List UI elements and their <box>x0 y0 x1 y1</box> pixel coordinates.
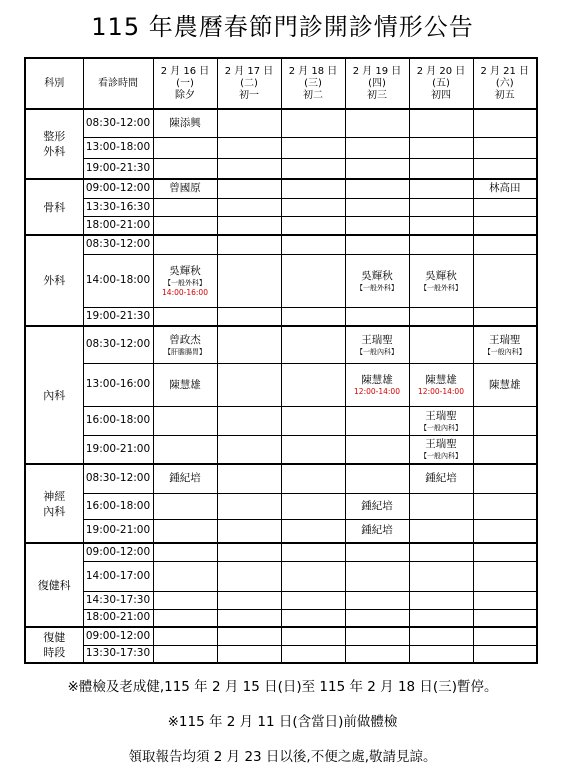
empty-cell <box>345 198 409 216</box>
empty-cell <box>281 645 345 663</box>
empty-cell <box>153 406 217 435</box>
empty-cell <box>473 235 537 254</box>
empty-cell <box>473 406 537 435</box>
empty-cell <box>345 406 409 435</box>
footer-note-exam-pause: ※體檢及老成健,115 年 2 月 15 日(日)至 115 年 2 月 18 日(三)暫停。 <box>67 679 498 695</box>
empty-cell <box>217 179 281 198</box>
time-cell: 13:00-18:00 <box>83 137 153 158</box>
empty-cell <box>473 591 537 609</box>
empty-cell <box>217 493 281 519</box>
empty-cell <box>345 645 409 663</box>
day-note: 除夕 <box>175 89 195 101</box>
empty-cell <box>153 561 217 591</box>
empty-cell <box>217 198 281 216</box>
empty-cell <box>409 645 473 663</box>
time-cell: 14:00-17:00 <box>83 561 153 591</box>
cell-text: 陳慧雄 <box>361 373 393 386</box>
day-note: 初三 <box>367 89 387 101</box>
table-row <box>25 591 537 609</box>
cell-text: 【一般內科】 <box>356 347 398 356</box>
day-weekday: (一) <box>176 77 194 89</box>
empty-cell <box>473 543 537 561</box>
cell-text: 【一般內科】 <box>483 347 526 356</box>
header-row <box>25 58 537 109</box>
empty-cell <box>473 137 537 158</box>
empty-cell <box>217 326 281 363</box>
empty-cell <box>345 609 409 627</box>
empty-cell <box>153 216 217 235</box>
empty-cell <box>281 363 345 406</box>
cell-text: 吳輝秋 <box>169 264 201 277</box>
time-cell: 08:30-12:00 <box>83 109 153 137</box>
time-cell: 08:30-12:00 <box>83 235 153 254</box>
table-row <box>25 254 537 307</box>
empty-cell <box>473 627 537 645</box>
doctor-cell: 曾國原 <box>153 179 217 198</box>
time-cell: 18:00-21:00 <box>83 609 153 627</box>
cell-text: 【肝膽腸胃】 <box>164 347 206 356</box>
day-date: 2 月 19 日 <box>352 65 402 77</box>
doctor-cell <box>153 326 217 363</box>
empty-cell <box>153 609 217 627</box>
empty-cell <box>473 307 537 326</box>
time-cell: 08:30-12:00 <box>83 464 153 493</box>
empty-cell <box>345 158 409 179</box>
time-cell: 13:30-16:30 <box>83 198 153 216</box>
empty-cell <box>345 216 409 235</box>
day-date: 2 月 18 日 <box>288 65 338 77</box>
doctor-cell <box>409 435 473 464</box>
empty-cell <box>153 627 217 645</box>
time-cell: 19:00-21:00 <box>83 519 153 543</box>
empty-cell <box>281 235 345 254</box>
time-cell: 13:30-17:30 <box>83 645 153 663</box>
empty-cell <box>281 435 345 464</box>
dept-cell <box>25 464 83 543</box>
cell-text: 王瑞聖 <box>361 333 393 346</box>
time-cell: 19:00-21:30 <box>83 307 153 326</box>
cell-text: 【一般內科】 <box>420 423 462 432</box>
day-note: 初五 <box>494 89 515 101</box>
dept-cell <box>25 627 83 663</box>
day-note: 初一 <box>239 89 259 101</box>
table-row <box>25 363 537 406</box>
table-row <box>25 307 537 326</box>
doctor-cell: 林高田 <box>473 179 537 198</box>
table-row <box>25 109 537 137</box>
empty-cell <box>409 519 473 543</box>
empty-cell <box>153 137 217 158</box>
cell-text: 12:00-14:00 <box>418 386 464 396</box>
empty-cell <box>409 627 473 645</box>
cell-text: 【一般外科】 <box>420 283 462 292</box>
empty-cell <box>281 326 345 363</box>
cell-text: 陳慧雄 <box>489 378 521 391</box>
empty-cell <box>345 307 409 326</box>
empty-cell <box>281 609 345 627</box>
doctor-cell: 鍾紀培 <box>345 493 409 519</box>
table-row <box>25 435 537 464</box>
day-weekday: (四) <box>368 77 386 89</box>
empty-cell <box>153 435 217 464</box>
doctor-cell <box>409 406 473 435</box>
cell-text: 神經 <box>43 489 66 503</box>
empty-cell <box>153 235 217 254</box>
empty-cell <box>281 254 345 307</box>
empty-cell <box>281 158 345 179</box>
schedule-table <box>24 57 538 664</box>
time-cell: 09:00-12:00 <box>83 543 153 561</box>
day-date: 2 月 16 日 <box>160 65 210 77</box>
empty-cell <box>473 561 537 591</box>
doctor-cell <box>153 363 217 406</box>
time-cell: 09:00-12:00 <box>83 179 153 198</box>
empty-cell <box>345 543 409 561</box>
empty-cell <box>473 609 537 627</box>
empty-cell <box>153 198 217 216</box>
empty-cell <box>281 216 345 235</box>
table-row <box>25 158 537 179</box>
empty-cell <box>345 109 409 137</box>
empty-cell <box>217 519 281 543</box>
empty-cell <box>217 406 281 435</box>
footer-note-report: 領取報告均須 2 月 23 日以後,不便之處,敬請見諒。 <box>128 749 437 765</box>
doctor-cell <box>473 363 537 406</box>
cell-text: 內科 <box>43 504 66 518</box>
day-note: 初四 <box>431 89 451 101</box>
empty-cell <box>217 307 281 326</box>
empty-cell <box>217 235 281 254</box>
day-weekday: (二) <box>240 77 258 89</box>
empty-cell <box>345 561 409 591</box>
day-weekday: (六) <box>495 77 514 89</box>
empty-cell <box>281 627 345 645</box>
doctor-cell <box>153 254 217 307</box>
doctor-cell <box>345 363 409 406</box>
doctor-cell: 鍾紀培 <box>153 464 217 493</box>
day-header <box>281 58 345 109</box>
empty-cell <box>217 158 281 179</box>
empty-cell <box>217 254 281 307</box>
page-title: 115 年農曆春節門診開診情形公告 <box>91 13 474 41</box>
cell-text: 王瑞聖 <box>425 409 457 422</box>
time-cell: 09:00-12:00 <box>83 627 153 645</box>
cell-text: 陳慧雄 <box>425 373 457 386</box>
table-row <box>25 627 537 645</box>
empty-cell <box>217 137 281 158</box>
time-cell: 18:00-21:00 <box>83 216 153 235</box>
time-cell: 16:00-18:00 <box>83 493 153 519</box>
empty-cell <box>281 137 345 158</box>
cell-text: 王瑞聖 <box>489 333 521 346</box>
table-row <box>25 645 537 663</box>
empty-cell <box>473 435 537 464</box>
doctor-cell <box>345 254 409 307</box>
dept-header: 科別 <box>25 58 83 109</box>
table-row <box>25 198 537 216</box>
cell-text: 14:00-16:00 <box>162 287 208 297</box>
cell-text: 整形 <box>43 130 66 143</box>
empty-cell <box>281 406 345 435</box>
empty-cell <box>409 216 473 235</box>
empty-cell <box>473 198 537 216</box>
empty-cell <box>281 464 345 493</box>
cell-text: 【一般外科】 <box>164 278 206 287</box>
table-row <box>25 326 537 363</box>
time-cell: 14:30-17:30 <box>83 591 153 609</box>
day-header <box>473 58 537 109</box>
time-cell: 19:00-21:00 <box>83 435 153 464</box>
empty-cell <box>217 543 281 561</box>
cell-text: 【一般外科】 <box>356 283 398 292</box>
empty-cell <box>345 137 409 158</box>
empty-cell <box>217 609 281 627</box>
table-row <box>25 561 537 591</box>
day-weekday: (五) <box>432 77 450 89</box>
footer-note-exam-deadline: ※115 年 2 月 11 日(含當日)前做體檢 <box>167 714 398 730</box>
empty-cell <box>281 519 345 543</box>
day-date: 2 月 20 日 <box>416 65 466 77</box>
doctor-cell: 鍾紀培 <box>345 519 409 543</box>
empty-cell <box>473 519 537 543</box>
cell-text: 吳輝秋 <box>361 269 393 282</box>
empty-cell <box>217 561 281 591</box>
empty-cell <box>153 645 217 663</box>
table-row <box>25 216 537 235</box>
empty-cell <box>473 493 537 519</box>
empty-cell <box>409 179 473 198</box>
empty-cell <box>345 235 409 254</box>
table-row <box>25 519 537 543</box>
time-cell: 13:00-16:00 <box>83 363 153 406</box>
table-row <box>25 464 537 493</box>
empty-cell <box>409 609 473 627</box>
doctor-cell: 陳添興 <box>153 109 217 137</box>
empty-cell <box>409 307 473 326</box>
empty-cell <box>153 591 217 609</box>
empty-cell <box>217 627 281 645</box>
table-row <box>25 137 537 158</box>
empty-cell <box>217 464 281 493</box>
empty-cell <box>409 543 473 561</box>
empty-cell <box>153 158 217 179</box>
empty-cell <box>281 493 345 519</box>
day-weekday: (三) <box>304 77 322 89</box>
day-header <box>217 58 281 109</box>
empty-cell <box>217 591 281 609</box>
empty-cell <box>153 543 217 561</box>
cell-text: 12:00-14:00 <box>354 386 400 396</box>
day-header <box>409 58 473 109</box>
empty-cell <box>281 307 345 326</box>
empty-cell <box>153 519 217 543</box>
empty-cell <box>409 158 473 179</box>
empty-cell <box>345 591 409 609</box>
doctor-cell <box>409 254 473 307</box>
table-row <box>25 543 537 561</box>
empty-cell <box>217 216 281 235</box>
empty-cell <box>217 435 281 464</box>
empty-cell <box>281 179 345 198</box>
empty-cell <box>345 179 409 198</box>
table-row <box>25 609 537 627</box>
empty-cell <box>281 109 345 137</box>
time-cell: 14:00-18:00 <box>83 254 153 307</box>
empty-cell <box>409 493 473 519</box>
dept-cell <box>25 109 83 179</box>
empty-cell <box>217 109 281 137</box>
empty-cell <box>409 137 473 158</box>
empty-cell <box>409 109 473 137</box>
doctor-cell: 鍾紀培 <box>409 464 473 493</box>
dept-cell: 外科 <box>25 235 83 326</box>
table-row <box>25 406 537 435</box>
empty-cell <box>473 254 537 307</box>
empty-cell <box>409 591 473 609</box>
empty-cell <box>409 326 473 363</box>
day-note: 初二 <box>303 89 323 101</box>
day-header <box>153 58 217 109</box>
empty-cell <box>153 493 217 519</box>
empty-cell <box>217 363 281 406</box>
empty-cell <box>281 543 345 561</box>
cell-text: 陳慧雄 <box>169 378 201 391</box>
cell-text: 曾政杰 <box>169 333 201 346</box>
empty-cell <box>409 235 473 254</box>
cell-text: 復健 <box>43 631 66 644</box>
empty-cell <box>345 435 409 464</box>
time-cell: 19:00-21:30 <box>83 158 153 179</box>
table-row <box>25 493 537 519</box>
cell-text: 【一般內科】 <box>420 452 462 461</box>
empty-cell <box>473 464 537 493</box>
day-date: 2 月 21 日 <box>480 65 530 77</box>
time-cell: 16:00-18:00 <box>83 406 153 435</box>
empty-cell <box>473 158 537 179</box>
dept-cell: 復健科 <box>25 543 83 627</box>
doctor-cell <box>473 326 537 363</box>
empty-cell <box>409 561 473 591</box>
empty-cell <box>473 645 537 663</box>
day-header <box>345 58 409 109</box>
empty-cell <box>153 307 217 326</box>
table-row <box>25 179 537 198</box>
empty-cell <box>409 198 473 216</box>
cell-text: 時段 <box>43 646 66 659</box>
time-cell: 08:30-12:00 <box>83 326 153 363</box>
empty-cell <box>345 464 409 493</box>
doctor-cell <box>345 326 409 363</box>
dept-cell: 骨科 <box>25 179 83 235</box>
doctor-cell <box>409 363 473 406</box>
time-header: 看診時間 <box>83 58 153 109</box>
empty-cell <box>345 627 409 645</box>
day-date: 2 月 17 日 <box>224 65 274 77</box>
empty-cell <box>281 591 345 609</box>
empty-cell <box>473 216 537 235</box>
empty-cell <box>281 561 345 591</box>
table-row <box>25 235 537 254</box>
empty-cell <box>281 198 345 216</box>
cell-text: 吳輝秋 <box>425 269 457 282</box>
empty-cell <box>473 109 537 137</box>
cell-text: 外科 <box>43 145 66 158</box>
dept-cell: 內科 <box>25 326 83 464</box>
cell-text: 王瑞聖 <box>425 438 457 451</box>
empty-cell <box>217 645 281 663</box>
